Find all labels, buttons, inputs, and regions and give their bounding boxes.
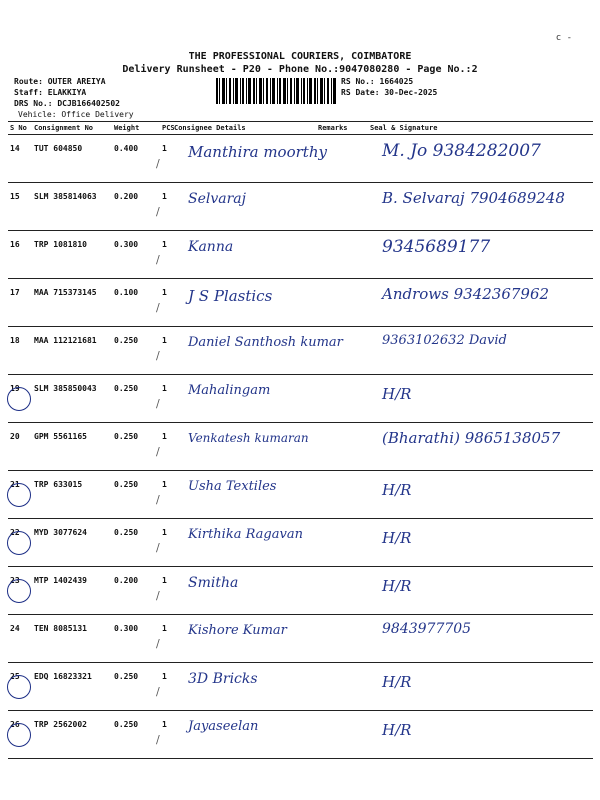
row-sno: 19 bbox=[10, 384, 20, 393]
row-remarks bbox=[316, 471, 368, 519]
row-consignee: Smitha bbox=[188, 575, 239, 591]
row-seal-cell bbox=[368, 183, 593, 231]
row-consignee: Venkatesh kumaran bbox=[188, 431, 309, 445]
row-seal-cell bbox=[368, 375, 593, 423]
row-consignee: Manthira moorthy bbox=[188, 143, 327, 161]
row-pcs bbox=[156, 231, 172, 279]
row-sno: 20 bbox=[10, 432, 20, 441]
row-cell-sno bbox=[8, 663, 32, 711]
route-label: Route: OUTER AREIYA bbox=[14, 77, 106, 86]
row-consignment: SLM 385814063 bbox=[32, 183, 112, 231]
row-seal: H/R bbox=[382, 481, 412, 499]
row-pcs bbox=[156, 327, 172, 375]
row-consignee: Jayaseelan bbox=[188, 719, 259, 734]
row-seal-cell bbox=[368, 471, 593, 519]
tick-mark: / bbox=[156, 301, 160, 314]
tick-mark: / bbox=[156, 733, 160, 746]
row-cell-sno bbox=[8, 519, 32, 567]
circle-mark bbox=[7, 531, 31, 555]
row-cell-sno bbox=[8, 375, 32, 423]
row-seal-cell bbox=[368, 231, 593, 279]
table-row bbox=[8, 375, 593, 423]
row-weight: 0.250 bbox=[112, 519, 160, 567]
circle-mark bbox=[7, 723, 31, 747]
row-cell-sno bbox=[8, 327, 32, 375]
row-consignee-cell bbox=[172, 663, 316, 711]
row-pcs bbox=[156, 567, 172, 615]
tick-mark: / bbox=[156, 493, 160, 506]
row-consignee: J S Plastics bbox=[188, 287, 273, 305]
row-pcs bbox=[156, 711, 172, 759]
row-sno: 15 bbox=[10, 192, 20, 201]
row-consignee-cell bbox=[172, 711, 316, 759]
row-consignee: Kanna bbox=[188, 239, 234, 255]
table-row bbox=[8, 471, 593, 519]
tick-mark: / bbox=[156, 397, 160, 410]
col-seal: Seal & Signature bbox=[368, 122, 593, 135]
row-seal: H/R bbox=[382, 721, 412, 739]
row-pcs-value: 1 bbox=[162, 528, 167, 537]
row-sno: 22 bbox=[10, 528, 20, 537]
row-seal: H/R bbox=[382, 577, 412, 595]
page-subtitle: Delivery Runsheet - P20 - Phone No.:9047080280 - Page No.:2 bbox=[122, 64, 478, 75]
row-seal-cell bbox=[368, 327, 593, 375]
row-consignee: Selvaraj bbox=[188, 191, 246, 207]
row-pcs bbox=[156, 279, 172, 327]
row-consignee-cell bbox=[172, 519, 316, 567]
row-cell-sno bbox=[8, 135, 32, 183]
row-weight: 0.200 bbox=[112, 183, 160, 231]
row-seal: H/R bbox=[382, 385, 412, 403]
col-consignee: Consignee Details bbox=[172, 122, 316, 135]
row-consignee-cell bbox=[172, 279, 316, 327]
circle-mark bbox=[7, 675, 31, 699]
row-consignee-cell bbox=[172, 615, 316, 663]
row-weight: 0.300 bbox=[112, 615, 160, 663]
col-remarks: Remarks bbox=[316, 122, 368, 135]
row-seal: H/R bbox=[382, 673, 412, 691]
row-remarks bbox=[316, 327, 368, 375]
corner-mark: c - bbox=[555, 33, 572, 43]
row-pcs-value: 1 bbox=[162, 336, 167, 345]
circle-mark bbox=[7, 579, 31, 603]
row-weight: 0.100 bbox=[112, 279, 160, 327]
row-remarks bbox=[316, 183, 368, 231]
row-consignment: MTP 1402439 bbox=[32, 567, 112, 615]
row-consignee: Daniel Santhosh kumar bbox=[188, 335, 343, 350]
row-consignment: TRP 633015 bbox=[32, 471, 112, 519]
row-sno: 17 bbox=[10, 288, 20, 297]
row-consignee-cell bbox=[172, 135, 327, 183]
tick-mark: / bbox=[156, 637, 160, 650]
row-seal-cell bbox=[368, 279, 593, 327]
row-weight: 0.250 bbox=[112, 375, 160, 423]
row-weight: 0.250 bbox=[112, 663, 160, 711]
row-consignment: TUT 604850 bbox=[32, 135, 112, 183]
table-row bbox=[8, 615, 593, 663]
row-remarks bbox=[316, 423, 368, 471]
row-consignee: Kirthika Ragavan bbox=[188, 527, 303, 542]
table-row bbox=[8, 231, 593, 279]
row-pcs bbox=[156, 519, 172, 567]
row-consignment: MAA 715373145 bbox=[32, 279, 112, 327]
row-cell-sno bbox=[8, 183, 32, 231]
row-consignee-cell bbox=[172, 375, 316, 423]
drs-number: DRS No.: DCJB166402502 bbox=[14, 99, 120, 108]
row-seal: 9345689177 bbox=[382, 237, 491, 257]
row-consignment: TRP 1081810 bbox=[32, 231, 112, 279]
row-cell-sno bbox=[8, 231, 32, 279]
tick-mark: / bbox=[156, 157, 160, 170]
circle-mark bbox=[7, 387, 31, 411]
barcode bbox=[216, 78, 336, 104]
row-cell-sno bbox=[8, 567, 32, 615]
row-pcs-value: 1 bbox=[162, 240, 167, 249]
table-row bbox=[8, 519, 593, 567]
row-weight: 0.200 bbox=[112, 567, 160, 615]
row-remarks bbox=[316, 567, 368, 615]
row-sno: 16 bbox=[10, 240, 20, 249]
row-sno: 26 bbox=[10, 720, 20, 729]
row-consignee: Kishore Kumar bbox=[188, 623, 287, 638]
row-pcs-value: 1 bbox=[162, 672, 167, 681]
circle-mark bbox=[7, 483, 31, 507]
col-sno: S No bbox=[8, 122, 32, 135]
tick-mark: / bbox=[156, 685, 160, 698]
row-pcs-value: 1 bbox=[162, 624, 167, 633]
row-seal-cell bbox=[368, 663, 593, 711]
row-seal-cell bbox=[368, 423, 593, 471]
row-consignee-cell bbox=[172, 231, 316, 279]
row-seal: B. Selvaraj 7904689248 bbox=[382, 189, 565, 207]
row-sno: 14 bbox=[10, 144, 20, 153]
row-pcs-value: 1 bbox=[162, 720, 167, 729]
row-seal-cell bbox=[368, 567, 593, 615]
row-consignment: MYD 3077624 bbox=[32, 519, 112, 567]
row-seal: M. Jo 9384282007 bbox=[382, 141, 541, 161]
row-remarks bbox=[316, 135, 368, 183]
row-weight: 0.250 bbox=[112, 471, 160, 519]
table-row bbox=[8, 567, 593, 615]
row-pcs-value: 1 bbox=[162, 432, 167, 441]
row-consignee: Usha Textiles bbox=[188, 479, 277, 494]
row-weight: 0.250 bbox=[112, 327, 160, 375]
row-consignee: Mahalingam bbox=[188, 383, 271, 398]
row-remarks bbox=[316, 711, 368, 759]
vehicle-label: Vehicle: Office Delivery bbox=[18, 110, 134, 119]
row-remarks bbox=[316, 231, 368, 279]
row-remarks bbox=[316, 615, 368, 663]
row-remarks bbox=[316, 519, 368, 567]
row-pcs bbox=[156, 135, 172, 183]
row-remarks bbox=[316, 279, 368, 327]
rs-date: RS Date: 30-Dec-2025 bbox=[341, 88, 438, 97]
row-seal-cell bbox=[368, 711, 593, 759]
row-sno: 18 bbox=[10, 336, 20, 345]
page-title: THE PROFESSIONAL COURIERS, COIMBATORE bbox=[188, 51, 412, 62]
tick-mark: / bbox=[156, 349, 160, 362]
table-row bbox=[8, 327, 593, 375]
row-cell-sno bbox=[8, 471, 32, 519]
row-pcs bbox=[156, 615, 172, 663]
row-seal-cell bbox=[368, 135, 593, 183]
row-pcs-value: 1 bbox=[162, 576, 167, 585]
row-sno: 25 bbox=[10, 672, 20, 681]
row-consignee-cell bbox=[172, 183, 316, 231]
row-seal: (Bharathi) 9865138057 bbox=[382, 429, 561, 447]
row-consignment: MAA 112121681 bbox=[32, 327, 112, 375]
tick-mark: / bbox=[156, 445, 160, 458]
row-consignment: TRP 2562002 bbox=[32, 711, 112, 759]
runsheet-table bbox=[8, 121, 593, 759]
table-header-row bbox=[8, 122, 593, 135]
rs-number: RS No.: 1664025 bbox=[341, 77, 414, 86]
col-weight: Weight bbox=[112, 122, 160, 135]
row-pcs bbox=[156, 471, 172, 519]
row-cell-sno bbox=[8, 711, 32, 759]
row-pcs-value: 1 bbox=[162, 384, 167, 393]
row-consignee-cell bbox=[172, 567, 316, 615]
staff-label: Staff: ELAKKIYA bbox=[14, 88, 87, 97]
tick-mark: / bbox=[156, 253, 160, 266]
row-remarks bbox=[316, 663, 368, 711]
row-pcs bbox=[156, 183, 172, 231]
row-sno: 21 bbox=[10, 480, 20, 489]
row-cell-sno bbox=[8, 423, 32, 471]
row-weight: 0.300 bbox=[112, 231, 160, 279]
row-pcs-value: 1 bbox=[162, 480, 167, 489]
tick-mark: / bbox=[156, 589, 160, 602]
table-row bbox=[8, 279, 593, 327]
row-seal-cell bbox=[368, 615, 593, 663]
row-seal-cell bbox=[368, 519, 593, 567]
table-row bbox=[8, 183, 593, 231]
table-row bbox=[8, 135, 593, 183]
col-consignment: Consignment No bbox=[32, 122, 112, 135]
row-pcs-value: 1 bbox=[162, 144, 167, 153]
row-sno: 23 bbox=[10, 576, 20, 585]
row-pcs bbox=[156, 375, 172, 423]
row-consignee-cell bbox=[172, 471, 316, 519]
row-seal: 9363102632 David bbox=[382, 333, 507, 348]
row-consignment: GPM 5561165 bbox=[32, 423, 112, 471]
row-cell-sno bbox=[8, 615, 32, 663]
row-pcs bbox=[156, 423, 172, 471]
col-pcs: PCS bbox=[160, 122, 172, 135]
row-consignment: EDQ 16823321 bbox=[32, 663, 112, 711]
table-row bbox=[8, 711, 593, 759]
row-weight: 0.400 bbox=[112, 135, 160, 183]
row-seal: 9843977705 bbox=[382, 621, 472, 637]
row-pcs-value: 1 bbox=[162, 288, 167, 297]
tick-mark: / bbox=[156, 541, 160, 554]
row-consignee: 3D Bricks bbox=[188, 671, 258, 687]
row-pcs-value: 1 bbox=[162, 192, 167, 201]
row-pcs bbox=[156, 663, 172, 711]
row-cell-sno bbox=[8, 279, 32, 327]
table-row bbox=[8, 423, 593, 471]
row-sno: 24 bbox=[10, 624, 20, 633]
row-consignment: SLM 385850043 bbox=[32, 375, 112, 423]
row-remarks bbox=[316, 375, 368, 423]
row-consignment: TEN 8085131 bbox=[32, 615, 112, 663]
row-consignee-cell bbox=[172, 327, 343, 375]
table-row bbox=[8, 663, 593, 711]
row-weight: 0.250 bbox=[112, 423, 160, 471]
tick-mark: / bbox=[156, 205, 160, 218]
row-consignee-cell bbox=[172, 423, 316, 471]
row-seal: Androws 9342367962 bbox=[382, 285, 550, 303]
row-seal: H/R bbox=[382, 529, 412, 547]
row-weight: 0.250 bbox=[112, 711, 160, 759]
